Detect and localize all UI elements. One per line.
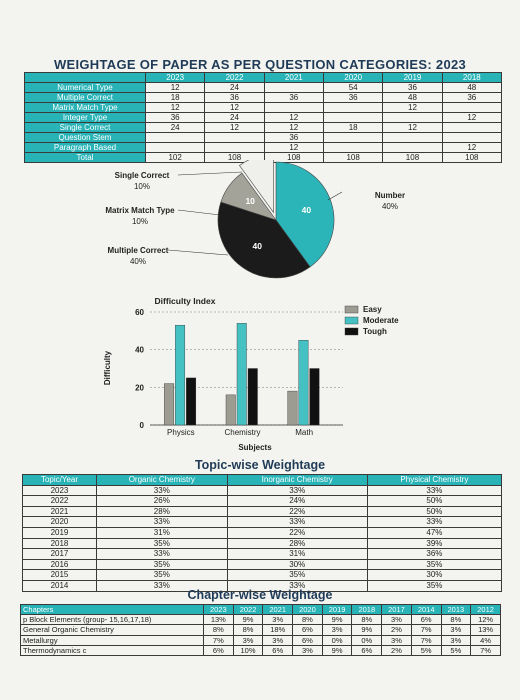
table-cell: 35% — [227, 570, 367, 581]
table-cell — [323, 103, 382, 113]
header-cell: 2012 — [471, 605, 501, 615]
table-cell: 35% — [96, 559, 227, 570]
table-cell: 108 — [264, 153, 323, 163]
pie-legend-name: Single Correct — [114, 171, 170, 180]
legend-swatch-moderate — [345, 317, 358, 324]
table-cell: 31% — [96, 527, 227, 538]
header-cell: 2019 — [322, 605, 352, 615]
header-cell: 2020 — [293, 605, 323, 615]
header-cell — [25, 73, 146, 83]
table-row — [23, 549, 502, 560]
table-header-row — [21, 605, 501, 615]
table-cell: 5% — [441, 645, 471, 655]
pie-inner-label: 40 — [301, 205, 312, 216]
pie-legend-name: Multiple Correct — [107, 246, 169, 255]
table-row — [23, 527, 502, 538]
pie-legend-name: Number — [374, 191, 406, 200]
table-cell: 24 — [205, 83, 264, 93]
table-cell: 33% — [96, 580, 227, 591]
table-cell — [383, 133, 442, 143]
table-cell: 9% — [322, 615, 352, 625]
header-cell: Chapters — [21, 605, 204, 615]
table-row — [25, 123, 502, 133]
table-cell: 2014 — [23, 580, 97, 591]
chapter-section-title: Chapter-wise Weightage — [187, 588, 333, 602]
bar-moderate-math — [299, 340, 309, 425]
table-cell: 3% — [382, 615, 412, 625]
table-cell — [323, 133, 382, 143]
bar-tough-physics — [186, 378, 196, 425]
pie-legend-pct: 40% — [129, 257, 147, 266]
table-cell: 5% — [411, 645, 441, 655]
table-cell: 0% — [322, 635, 352, 645]
table-cell: 36 — [442, 93, 501, 103]
page-title: WEIGHTAGE OF PAPER AS PER QUESTION CATEGORIES: 2023 — [53, 57, 467, 72]
table-cell: 7% — [204, 635, 234, 645]
table-cell: 13% — [471, 625, 501, 635]
table-cell: 33% — [367, 517, 501, 528]
x-tick-label: Math — [295, 428, 314, 437]
table-cell: 2015 — [23, 570, 97, 581]
header-cell: 2020 — [323, 73, 382, 83]
row-label: Multiple Correct — [25, 93, 146, 103]
header-cell: 2022 — [233, 605, 263, 615]
table-cell: General Organic Chemistry — [21, 625, 204, 635]
table-cell: 33% — [96, 549, 227, 560]
row-label: Integer Type — [25, 113, 146, 123]
table-cell: 2016 — [23, 559, 97, 570]
table-cell: 7% — [411, 635, 441, 645]
row-label: Total — [25, 153, 146, 163]
table-cell — [383, 143, 442, 153]
table-cell: 28% — [96, 506, 227, 517]
pie-inner-label: 10 — [245, 196, 255, 207]
pie-leader-line — [178, 210, 220, 215]
table-cell: 9% — [322, 645, 352, 655]
chapter-weightage-table — [20, 604, 501, 656]
header-cell: Topic/Year — [23, 475, 97, 486]
bar-moderate-chemistry — [237, 323, 247, 425]
table-cell: 3% — [382, 635, 412, 645]
table-cell: 39% — [367, 538, 501, 549]
table-cell: 36 — [264, 133, 323, 143]
header-cell: 2013 — [441, 605, 471, 615]
table-cell: 54 — [323, 83, 382, 93]
table-cell: 12 — [442, 143, 501, 153]
x-axis-title: Subjects — [238, 443, 272, 452]
table-cell: 10% — [233, 645, 263, 655]
header-cell: 2014 — [411, 605, 441, 615]
table-cell: 12 — [383, 123, 442, 133]
table-cell: 12 — [205, 123, 264, 133]
legend-label: Moderate — [363, 316, 399, 325]
header-cell: 2018 — [442, 73, 501, 83]
pie-leader-line — [328, 192, 342, 200]
table-cell: 12 — [205, 103, 264, 113]
y-axis-title: Difficulty — [103, 350, 112, 386]
legend-swatch-easy — [345, 306, 358, 313]
bar-easy-chemistry — [226, 395, 236, 425]
table-cell — [264, 103, 323, 113]
table-cell: 33% — [367, 485, 501, 496]
table-cell: 12 — [264, 123, 323, 133]
table-cell: 24% — [227, 496, 367, 507]
table-row — [25, 113, 502, 123]
pie-legend-pct: 10% — [133, 182, 151, 191]
table-cell: 3% — [322, 625, 352, 635]
table-cell: 33% — [227, 517, 367, 528]
table-row — [23, 506, 502, 517]
table-cell: 48 — [442, 83, 501, 93]
table-cell: 2018 — [23, 538, 97, 549]
table-cell: 3% — [263, 615, 293, 625]
table-cell: 28% — [227, 538, 367, 549]
table-cell: 12 — [442, 113, 501, 123]
pie-legend-name: Matrix Match Type — [105, 206, 175, 215]
y-tick-label: 0 — [139, 421, 144, 430]
row-label: Matrix Match Type — [25, 103, 146, 113]
table-cell: 8% — [441, 615, 471, 625]
table-cell: 31% — [227, 549, 367, 560]
table-cell: 102 — [146, 153, 205, 163]
table-cell: 22% — [227, 527, 367, 538]
table-cell: 2022 — [23, 496, 97, 507]
y-tick-label: 40 — [135, 345, 144, 355]
bar-tough-chemistry — [248, 369, 258, 426]
header-cell: 2022 — [205, 73, 264, 83]
table-cell — [442, 123, 501, 133]
table-cell: Metallurgy — [21, 635, 204, 645]
table-cell: 50% — [367, 506, 501, 517]
bar-tough-math — [310, 369, 320, 426]
table-cell: 22% — [227, 506, 367, 517]
y-tick-label: 60 — [135, 308, 144, 317]
row-label: Single Correct — [25, 123, 146, 133]
table-cell: 35% — [367, 580, 501, 591]
table-cell: 4% — [471, 635, 501, 645]
table-cell: 35% — [96, 570, 227, 581]
table-cell: 35% — [367, 559, 501, 570]
table-cell: 36% — [367, 549, 501, 560]
pie-leader-line — [178, 172, 242, 175]
table-cell: 33% — [96, 485, 227, 496]
y-tick-label: 20 — [135, 383, 144, 393]
table-cell: 3% — [293, 645, 323, 655]
table-cell — [323, 113, 382, 123]
pie-inner-label: 40 — [252, 240, 262, 251]
table-cell: 30% — [227, 559, 367, 570]
pie-chart — [60, 160, 460, 290]
table-row — [21, 615, 501, 625]
table-cell — [383, 113, 442, 123]
table-cell: 12 — [146, 103, 205, 113]
header-cell: 2018 — [352, 605, 382, 615]
table-row — [25, 93, 502, 103]
table-cell: 2023 — [23, 485, 97, 496]
table-cell: 33% — [227, 485, 367, 496]
bar-moderate-physics — [175, 325, 185, 425]
bar-easy-math — [288, 391, 298, 425]
topic-weightage-table — [22, 474, 502, 592]
table-cell: 8% — [233, 625, 263, 635]
table-cell: 12 — [383, 103, 442, 113]
table-row — [25, 103, 502, 113]
table-cell: 2021 — [23, 506, 97, 517]
table-cell: 8% — [352, 615, 382, 625]
legend-swatch-tough — [345, 328, 358, 335]
table-cell: 2017 — [23, 549, 97, 560]
bar-easy-physics — [164, 384, 174, 425]
table-cell: 9% — [233, 615, 263, 625]
table-cell: Thermodynamics c — [21, 645, 204, 655]
table-cell: 33% — [227, 580, 367, 591]
header-cell: Physical Chemistry — [367, 475, 501, 486]
row-label: Question Stem — [25, 133, 146, 143]
pie-legend-pct: 10% — [131, 217, 149, 226]
table-cell: 12 — [264, 113, 323, 123]
table-row — [23, 496, 502, 507]
table-cell: 6% — [411, 615, 441, 625]
table-cell: 2% — [382, 625, 412, 635]
table-row — [21, 625, 501, 635]
table-cell: 18 — [323, 123, 382, 133]
table-cell: 50% — [367, 496, 501, 507]
table-cell — [264, 83, 323, 93]
table-cell: 3% — [263, 635, 293, 645]
table-cell: 6% — [352, 645, 382, 655]
table-cell: 30% — [367, 570, 501, 581]
header-cell: 2021 — [263, 605, 293, 615]
table-cell: 9% — [352, 625, 382, 635]
table-cell: 2020 — [23, 517, 97, 528]
table-cell: 6% — [204, 645, 234, 655]
table-cell: 3% — [441, 635, 471, 645]
table-cell: 36 — [264, 93, 323, 103]
table-cell: 24 — [205, 113, 264, 123]
question-category-table — [24, 72, 502, 163]
table-cell: 18 — [146, 93, 205, 103]
table-cell: p Block Elements (group- 15,16,17,18) — [21, 615, 204, 625]
table-cell: 108 — [323, 153, 382, 163]
table-cell: 35% — [96, 538, 227, 549]
table-cell: 12% — [471, 615, 501, 625]
table-cell: 108 — [383, 153, 442, 163]
table-row — [23, 570, 502, 581]
table-row — [23, 485, 502, 496]
table-cell: 33% — [96, 517, 227, 528]
table-cell: 0% — [352, 635, 382, 645]
header-cell: Organic Chemistry — [96, 475, 227, 486]
table-cell: 8% — [204, 625, 234, 635]
table-cell: 3% — [441, 625, 471, 635]
table-row — [23, 559, 502, 570]
table-row — [25, 143, 502, 153]
legend-label: Tough — [363, 327, 387, 336]
table-cell — [146, 143, 205, 153]
table-cell: 108 — [205, 153, 264, 163]
legend-label: Easy — [363, 305, 382, 314]
table-cell: 48 — [383, 93, 442, 103]
header-cell: 2019 — [383, 73, 442, 83]
table-cell: 12 — [146, 83, 205, 93]
table-cell — [442, 103, 501, 113]
table-row — [21, 635, 501, 645]
table-cell: 36 — [383, 83, 442, 93]
pie-legend-pct: 40% — [381, 202, 399, 211]
table-cell — [205, 133, 264, 143]
table-cell — [205, 143, 264, 153]
bar-chart-title: Difficulty Index — [154, 296, 216, 306]
table-cell — [146, 133, 205, 143]
header-cell: 2023 — [204, 605, 234, 615]
header-cell: Inorganic Chemistry — [227, 475, 367, 486]
table-row — [25, 83, 502, 93]
table-header-row — [25, 73, 502, 83]
table-cell: 13% — [204, 615, 234, 625]
table-cell: 6% — [293, 635, 323, 645]
table-cell: 2% — [382, 645, 412, 655]
bar-chart — [95, 292, 425, 457]
table-cell: 7% — [411, 625, 441, 635]
pie-leader-line — [168, 250, 228, 255]
topic-section-title: Topic-wise Weightage — [194, 458, 326, 472]
x-tick-label: Physics — [167, 428, 195, 437]
table-cell: 47% — [367, 527, 501, 538]
table-cell: 36 — [205, 93, 264, 103]
table-cell: 108 — [442, 153, 501, 163]
table-cell: 6% — [293, 625, 323, 635]
table-row — [23, 538, 502, 549]
header-cell: 2017 — [382, 605, 412, 615]
table-cell: 3% — [233, 635, 263, 645]
table-row — [25, 133, 502, 143]
table-cell: 8% — [293, 615, 323, 625]
table-cell: 36 — [146, 113, 205, 123]
row-label: Paragraph Based — [25, 143, 146, 153]
table-header-row — [23, 475, 502, 486]
table-cell: 36 — [323, 93, 382, 103]
header-cell: 2023 — [146, 73, 205, 83]
header-cell: 2021 — [264, 73, 323, 83]
table-cell: 24 — [146, 123, 205, 133]
table-row — [21, 645, 501, 655]
table-cell — [323, 143, 382, 153]
table-row — [23, 517, 502, 528]
table-cell: 26% — [96, 496, 227, 507]
table-cell: 18% — [263, 625, 293, 635]
table-cell: 7% — [471, 645, 501, 655]
table-cell — [442, 133, 501, 143]
table-cell: 12 — [264, 143, 323, 153]
table-cell: 6% — [263, 645, 293, 655]
x-tick-label: Chemistry — [224, 428, 261, 437]
row-label: Numerical Type — [25, 83, 146, 93]
table-cell: 2019 — [23, 527, 97, 538]
